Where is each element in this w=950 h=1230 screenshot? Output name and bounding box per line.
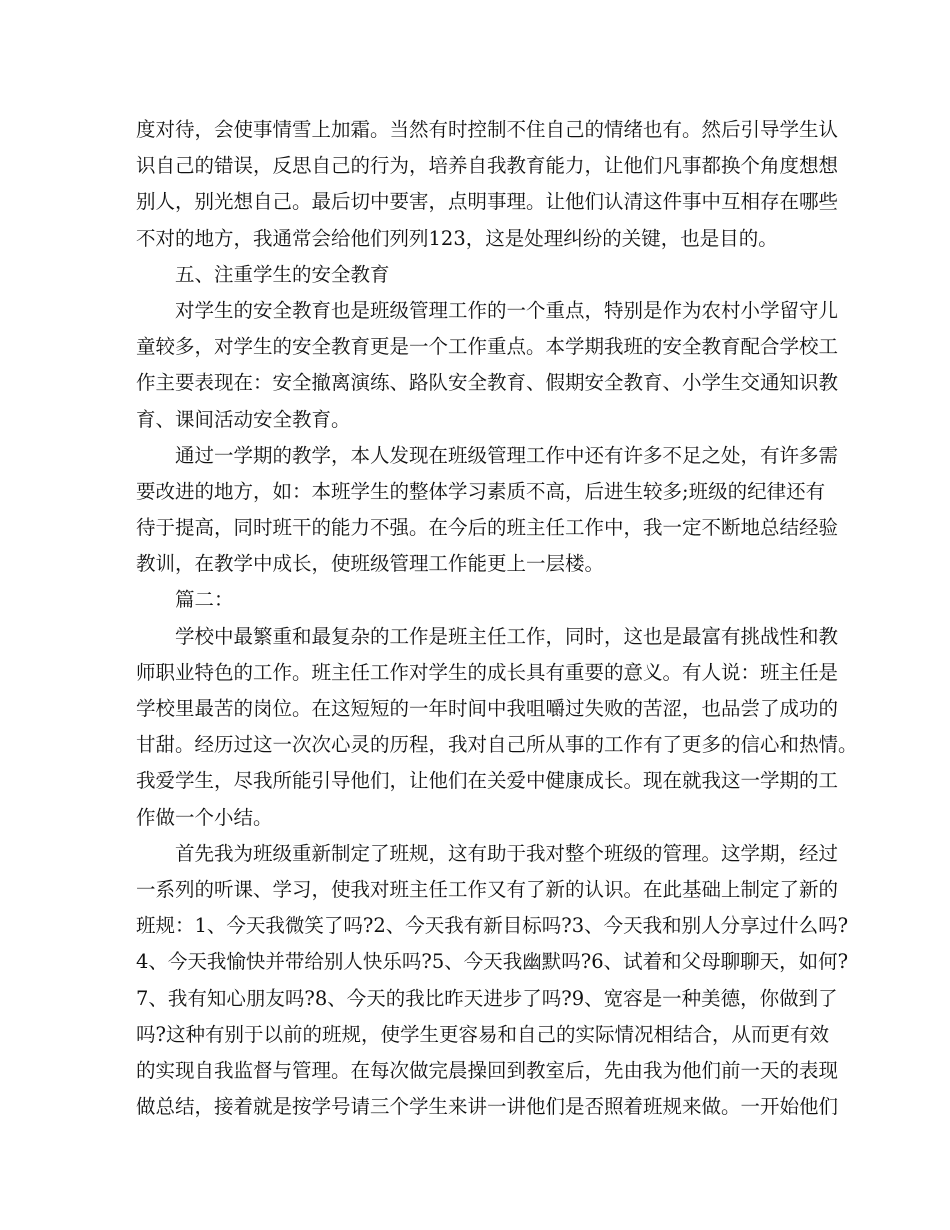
text-line: 师职业特色的工作。班主任工作对学生的成长具有重要的意义。有人说：班主任是 (136, 660, 839, 684)
text-line: 学校中最繁重和最复杂的工作是班主任工作，同时，这也是最富有挑战性和教 (175, 624, 839, 648)
text-line: 待于提高，同时班干的能力不强。在今后的班主任工作中，我一定不断地总结经验 (136, 516, 839, 540)
text-line: 不对的地方，我通常会给他们列列123，这是处理纠纷的关键，也是目的。 (136, 226, 778, 250)
text-line: 的实现自我监督与管理。在每次做完晨操回到教室后，先由我为他们前一天的表现 (136, 1058, 839, 1082)
text-line: 作主要表现在：安全撤离演练、路队安全教育、假期安全教育、小学生交通知识教 (136, 371, 839, 395)
text-line: 一系列的听课、学习，使我对班主任工作又有了新的认识。在此基础上制定了新的 (136, 877, 839, 901)
text-line: 童较多，对学生的安全教育更是一个工作重点。本学期我班的安全教育配合学校工 (136, 335, 839, 359)
text-line: 学校里最苦的岗位。在这短短的一年时间中我咀嚼过失败的苦涩，也品尝了成功的 (136, 697, 839, 720)
text-line: 别人，别光想自己。最后切中要害，点明事理。让他们认清这件事中互相存在哪些 (136, 190, 839, 214)
text-line: 首先我为班级重新制定了班规，这有助于我对整个班级的管理。这学期，经过 (175, 841, 839, 865)
text-line: 7、我有知心朋友吗?8、今天的我比昨天进步了吗?9、宽容是一种美德，你做到了 (136, 986, 838, 1010)
text-line: 要改进的地方，如：本班学生的整体学习素质不高，后进生较多;班级的纪律还有 (136, 479, 826, 503)
text-line: 教训，在教学中成长，使班级管理工作能更上一层楼。 (136, 552, 605, 576)
text-line: 我爱学生，尽我所能引导他们，让他们在关爱中健康成长。现在就我这一学期的工 (136, 769, 839, 793)
document-body (136, 112, 858, 1125)
text-line: 对学生的安全教育也是班级管理工作的一个重点，特别是作为农村小学留守儿 (175, 298, 839, 322)
text-line: 识自己的错误，反思自己的行为，培养自我教育能力，让他们凡事都换个角度想想 (136, 154, 839, 178)
text-line: 4、今天我愉快并带给别人快乐吗?5、今天我幽默吗?6、试着和父母聊聊天，如何? (136, 950, 849, 974)
text-line: 吗?这种有别于以前的班规，使学生更容易和自己的实际情况相结合，从而更有效 (136, 1022, 829, 1046)
text-line: 篇二： (175, 588, 234, 612)
text-line: 五、注重学生的安全教育 (175, 262, 390, 286)
text-line: 作做一个小结。 (136, 805, 273, 829)
text-line: 度对待，会使事情雪上加霜。当然有时控制不住自己的情绪也有。然后引导学生认 (136, 118, 839, 141)
text-line: 班规：1、今天我微笑了吗?2、今天我有新目标吗?3、今天我和别人分享过什么吗? (136, 914, 849, 938)
text-line: 甘甜。经历过这一次次心灵的历程，我对自己所从事的工作有了更多的信心和热情。 (136, 733, 858, 757)
text-line: 做总结，接着就是按学号请三个学生来讲一讲他们是否照着班规来做。一开始他们 (136, 1095, 839, 1119)
text-line: 通过一学期的教学，本人发现在班级管理工作中还有许多不足之处，有许多需 (175, 443, 839, 467)
text-line: 育、课间活动安全教育。 (136, 407, 351, 431)
